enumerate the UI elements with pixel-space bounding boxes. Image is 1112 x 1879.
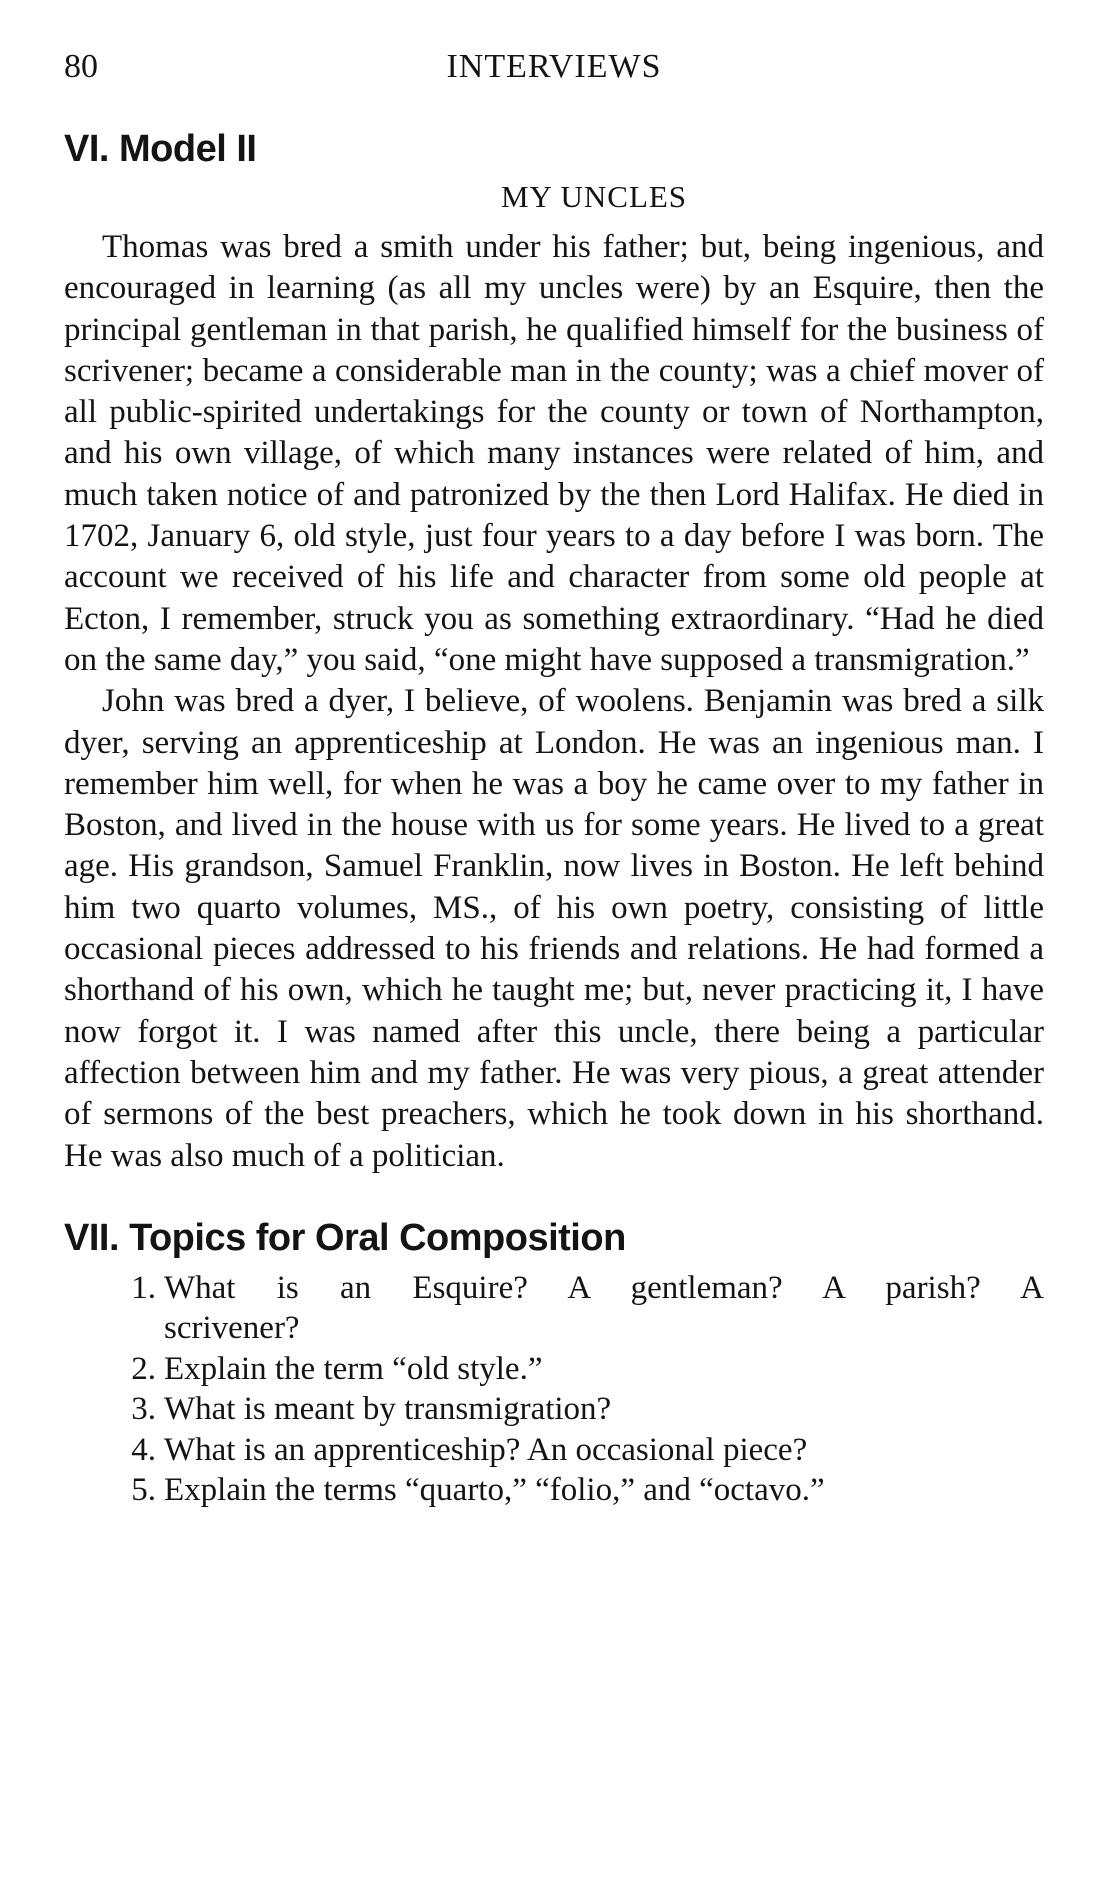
topic-text: Explain the term “old style.” xyxy=(164,1350,543,1387)
topic-text: What is an Esquire? A gentleman? A parish? A scrivener? xyxy=(164,1269,1044,1347)
section-heading-topics: VII. Topics for Oral Composition xyxy=(64,1216,626,1259)
topic-number: 3. xyxy=(131,1391,156,1428)
page-number: 80 xyxy=(64,48,98,85)
running-head xyxy=(64,48,1044,92)
paragraph-john-benjamin: John was bred a dyer, I believe, of woolens. Benjamin was bred a silk dyer, serving an apprenticeship at London. He was an ingenious man. I remember him well, for when he was a boy he came over to my father in Boston, and lived in the house with us for some years. He lived to a great age. His grandson, Samuel Franklin, now lives in Boston. He left behind him two quarto volumes, MS., of his own poetry, consisting of little occasional pieces addressed to his friends and relations. He had formed a shorthand of his own, which he taught me; but, never practicing it, I have now forgot it. I was named after this uncle, there being a particular affection between him and my father. He was very pious, a great attender of sermons of the best preachers, which he took down in his shorthand. He was also much of a politician. xyxy=(64,683,1044,1174)
piece-title: MY UNCLES xyxy=(500,179,688,214)
topic-item xyxy=(64,1349,1044,1390)
running-title: INTERVIEWS xyxy=(446,48,662,85)
topic-item xyxy=(64,1430,1044,1471)
book-page xyxy=(64,48,1044,1511)
topic-text: What is an apprenticeship? An occasional piece? xyxy=(164,1431,808,1468)
topic-item xyxy=(64,1389,1044,1430)
topic-number: 5. xyxy=(131,1472,156,1509)
section-heading-model: VI. Model II xyxy=(64,128,257,170)
topic-number: 4. xyxy=(131,1431,156,1468)
topic-item xyxy=(64,1470,1044,1511)
paragraph-thomas: Thomas was bred a smith under his father; but, being ingenious, and encouraged in learning (as all my uncles were) by an Esquire, then the principal gentleman in that parish, he qualified himself for the business of scrivener; became a considerable man in the county; was a chief mover of all public-spirited undertakings for the county or town of Northampton, and his own village, of which many instances were related of him, and much taken notice of and patronized by the then Lord Halifax. He died in 1702, January 6, old style, just four years to a day before I was born. The account we received of his life and character from some old people at Ecton, I remember, struck you as something extraordinary. “Had he died on the same day,” you said, “one might have supposed a transmigration.” xyxy=(64,229,1044,678)
topic-text: Explain the terms “quarto,” “folio,” and “octavo.” xyxy=(164,1472,825,1509)
topic-number: 2. xyxy=(131,1350,156,1387)
topic-item xyxy=(64,1268,1044,1349)
topic-number: 1. xyxy=(131,1269,156,1306)
topic-text: What is meant by transmigration? xyxy=(164,1391,612,1428)
topics-list xyxy=(64,1268,1044,1511)
